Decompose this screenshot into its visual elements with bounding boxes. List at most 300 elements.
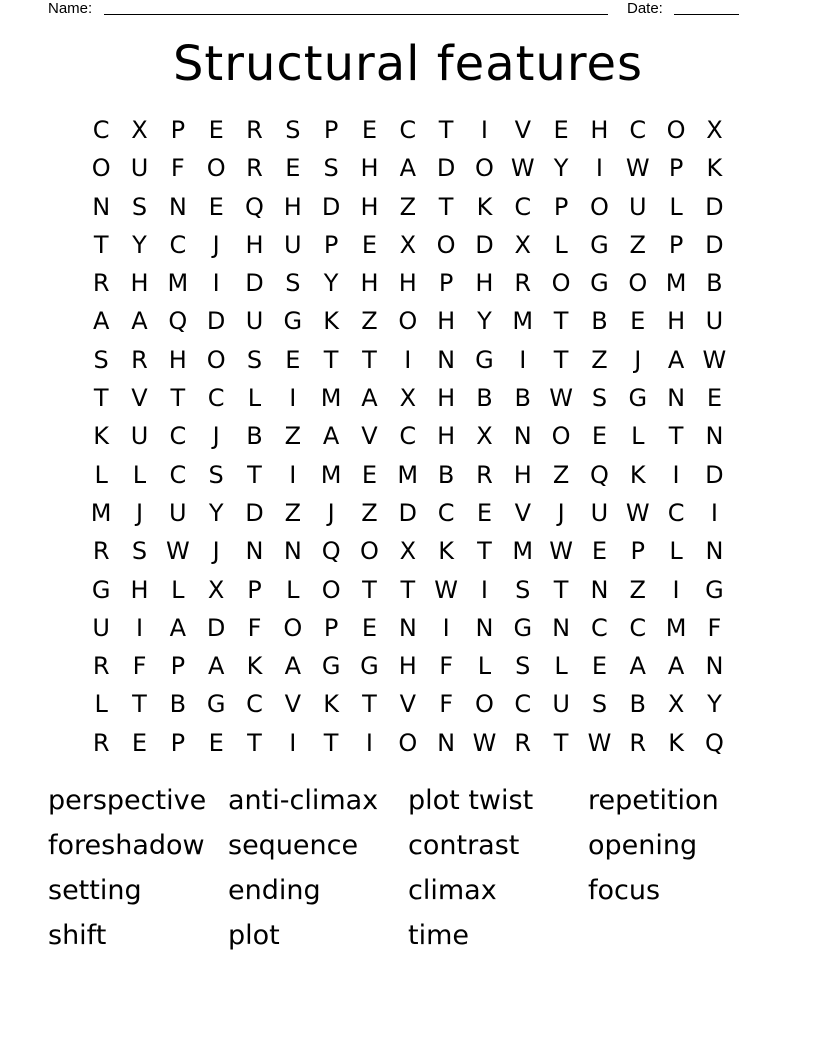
grid-letter: G	[321, 652, 341, 681]
grid-letter: K	[476, 192, 493, 221]
word-bank-item: perspective	[48, 785, 207, 816]
grid-letter: J	[557, 498, 565, 527]
grid-letter: P	[170, 728, 186, 757]
grid-letter: U	[169, 498, 187, 527]
grid-letter: L	[247, 384, 262, 413]
grid-letter: Q	[168, 307, 188, 336]
grid-letter: K	[706, 154, 723, 183]
grid-letter: E	[208, 728, 224, 757]
name-field-line[interactable]	[104, 14, 608, 15]
grid-letter: P	[668, 154, 684, 183]
grid-letter: T	[247, 460, 262, 489]
grid-letter: A	[667, 652, 685, 681]
grid-letter: E	[131, 728, 148, 757]
grid-letter: F	[439, 652, 454, 681]
grid-letter: Z	[591, 345, 608, 374]
grid-letter: A	[322, 422, 340, 451]
grid-letter: P	[630, 537, 645, 566]
grid-letter: F	[247, 613, 262, 642]
grid-letter: Y	[477, 307, 492, 336]
grid-letter: M	[512, 307, 534, 336]
grid-letter: G	[475, 345, 494, 374]
word-bank-item: climax	[408, 875, 497, 906]
grid-letter: R	[514, 269, 532, 298]
grid-letter: C	[667, 498, 685, 527]
grid-letter: X	[131, 116, 148, 144]
grid-letter: G	[91, 575, 111, 604]
grid-letter: E	[361, 116, 378, 144]
grid-letter: Q	[321, 537, 341, 566]
grid-row	[82, 685, 734, 723]
grid-letter: D	[705, 460, 724, 489]
grid-letter: G	[705, 575, 724, 604]
grid-letter: H	[360, 269, 379, 298]
word-bank-item: plot twist	[408, 785, 534, 816]
grid-letter: H	[360, 192, 379, 221]
grid-letter: T	[323, 345, 339, 374]
grid-letter: L	[132, 460, 147, 489]
grid-letter: I	[365, 728, 373, 757]
grid-letter: L	[669, 192, 683, 221]
grid-letter: O	[666, 116, 686, 144]
grid-letter: H	[283, 192, 302, 221]
grid-letter: H	[130, 575, 149, 604]
grid-letter: X	[667, 690, 685, 719]
grid-letter: D	[398, 498, 418, 527]
grid-letter: X	[706, 116, 723, 144]
grid-letter: R	[92, 728, 110, 757]
grid-letter: H	[667, 307, 686, 336]
grid-letter: R	[131, 345, 148, 374]
grid-letter: M	[167, 269, 189, 298]
grid-letter: G	[206, 690, 226, 719]
grid-letter: N	[475, 613, 494, 642]
grid-letter: V	[131, 384, 148, 413]
grid-letter: H	[437, 422, 456, 451]
grid-letter: G	[590, 269, 609, 298]
grid-letter: Z	[284, 498, 302, 527]
grid-letter: R	[92, 269, 110, 298]
grid-letter: O	[551, 422, 571, 451]
grid-letter: N	[705, 537, 724, 566]
grid-letter: P	[170, 652, 186, 681]
grid-letter: M	[90, 498, 112, 527]
grid-letter: D	[321, 192, 341, 221]
grid-letter: G	[360, 652, 379, 681]
grid-letter: G	[283, 307, 303, 336]
grid-letter: C	[399, 116, 417, 144]
grid-letter: M	[320, 460, 342, 489]
grid-letter: C	[514, 690, 532, 719]
grid-letter: I	[595, 154, 603, 183]
grid-letter: T	[438, 116, 454, 144]
name-label: Name:	[48, 0, 93, 17]
word-bank-item: anti-climax	[228, 785, 379, 816]
grid-letter: K	[438, 537, 454, 566]
grid-letter: O	[436, 230, 456, 259]
grid-letter: P	[323, 230, 339, 259]
grid-letter: U	[590, 498, 609, 527]
word-bank-item: sequence	[228, 830, 359, 861]
grid-letter: R	[476, 460, 493, 489]
grid-letter: P	[553, 192, 569, 221]
grid-letter: H	[398, 269, 417, 298]
grid-letter: Z	[552, 460, 570, 489]
grid-letter: S	[515, 652, 531, 681]
grid-letter: E	[361, 230, 378, 259]
grid-letter: X	[399, 384, 417, 413]
grid-letter: P	[323, 613, 339, 642]
grid-letter: W	[510, 154, 535, 183]
grid-letter: O	[283, 613, 303, 642]
grid-letter: B	[437, 460, 455, 489]
grid-letter: F	[132, 652, 147, 681]
grid-letter: A	[284, 652, 302, 681]
grid-letter: D	[436, 154, 456, 183]
word-bank-item: focus	[588, 875, 661, 906]
grid-letter: E	[591, 537, 608, 566]
grid-letter: A	[92, 307, 110, 336]
grid-letter: T	[553, 728, 569, 757]
grid-letter: Y	[208, 498, 224, 527]
grid-letter: P	[438, 269, 454, 298]
grid-letter: E	[706, 384, 722, 413]
grid-letter: T	[477, 537, 492, 566]
grid-letter: Q	[245, 192, 264, 221]
grid-letter: I	[672, 575, 680, 604]
grid-letter: F	[170, 154, 185, 183]
word-bank-item: foreshadow	[48, 830, 205, 861]
grid-row	[82, 724, 734, 762]
grid-letter: C	[591, 613, 608, 642]
grid-letter: T	[93, 384, 109, 413]
word-bank	[48, 778, 788, 958]
grid-letter: T	[553, 575, 569, 604]
grid-letter: K	[323, 690, 339, 719]
grid-letter: M	[512, 537, 534, 566]
grid-letter: N	[667, 384, 686, 413]
grid-letter: N	[245, 537, 264, 566]
grid-letter: S	[323, 154, 339, 183]
grid-letter: H	[398, 652, 417, 681]
grid-letter: N	[92, 192, 111, 221]
grid-letter: T	[553, 307, 569, 336]
grid-letter: F	[439, 690, 454, 719]
grid-letter: S	[591, 690, 608, 719]
grid-letter: T	[362, 690, 377, 719]
grid-letter: K	[93, 422, 110, 451]
grid-row	[82, 532, 734, 570]
grid-letter: L	[286, 575, 300, 604]
grid-letter: J	[327, 498, 335, 527]
grid-letter: S	[131, 192, 148, 221]
grid-letter: U	[130, 422, 149, 451]
grid-letter: V	[514, 498, 531, 527]
grid-letter: M	[397, 460, 419, 489]
grid-letter: E	[630, 307, 646, 336]
word-bank-item: shift	[48, 920, 107, 951]
grid-letter: I	[289, 460, 297, 489]
grid-letter: J	[212, 230, 220, 259]
grid-letter: O	[398, 728, 418, 757]
grid-letter: I	[480, 116, 488, 144]
grid-letter: K	[629, 460, 646, 489]
grid-letter: E	[591, 652, 608, 681]
grid-letter: S	[285, 116, 301, 144]
grid-letter: T	[323, 728, 339, 757]
grid-letter: P	[323, 116, 339, 144]
grid-letter: D	[475, 230, 494, 259]
grid-letter: O	[206, 345, 226, 374]
grid-letter: K	[323, 307, 339, 336]
word-bank-item: repetition	[588, 785, 719, 816]
grid-letter: E	[285, 154, 301, 183]
grid-letter: D	[705, 230, 724, 259]
grid-row	[82, 188, 734, 226]
grid-letter: V	[514, 116, 531, 144]
grid-letter: W	[165, 537, 190, 566]
grid-letter: I	[672, 460, 680, 489]
grid-letter: H	[168, 345, 187, 374]
grid-letter: D	[245, 269, 264, 298]
grid-letter: J	[212, 537, 220, 566]
grid-letter: T	[93, 230, 109, 259]
date-field-line[interactable]	[674, 14, 739, 15]
grid-letter: A	[629, 652, 646, 681]
grid-letter: B	[629, 690, 646, 719]
grid-letter: X	[399, 230, 417, 259]
grid-letter: E	[361, 460, 378, 489]
grid-letter: D	[245, 498, 264, 527]
grid-letter: L	[669, 537, 683, 566]
grid-letter: A	[207, 652, 225, 681]
grid-letter: N	[168, 192, 187, 221]
grid-letter: M	[665, 269, 687, 298]
grid-letter: M	[320, 384, 342, 413]
grid-letter: C	[629, 613, 647, 642]
grid-letter: O	[475, 154, 494, 183]
grid-letter: J	[634, 345, 642, 374]
grid-letter: O	[91, 154, 111, 183]
grid-letter: K	[668, 728, 684, 757]
grid-letter: Z	[361, 498, 378, 527]
grid-letter: B	[591, 307, 608, 336]
grid-letter: X	[399, 537, 417, 566]
grid-letter: E	[591, 422, 608, 451]
grid-letter: A	[667, 345, 685, 374]
grid-letter: I	[710, 498, 718, 527]
grid-letter: O	[589, 192, 609, 221]
grid-letter: I	[289, 384, 297, 413]
grid-letter: V	[399, 690, 416, 719]
grid-letter: X	[514, 230, 531, 259]
worksheet-header	[0, 0, 816, 24]
grid-row	[82, 111, 734, 149]
grid-letter: Z	[284, 422, 302, 451]
grid-letter: O	[206, 154, 226, 183]
grid-row	[82, 456, 734, 494]
grid-letter: U	[705, 307, 724, 336]
grid-letter: L	[171, 575, 185, 604]
grid-letter: G	[513, 613, 533, 642]
grid-letter: C	[169, 422, 187, 451]
grid-letter: U	[245, 307, 264, 336]
grid-letter: U	[130, 154, 149, 183]
grid-row	[82, 609, 734, 647]
grid-letter: O	[551, 269, 571, 298]
grid-letter: R	[629, 728, 647, 757]
grid-row	[82, 379, 734, 417]
grid-letter: O	[475, 690, 494, 719]
grid-letter: T	[668, 422, 684, 451]
grid-letter: Y	[323, 269, 339, 298]
grid-letter: T	[438, 192, 454, 221]
grid-letter: L	[554, 230, 568, 259]
grid-row	[82, 264, 734, 302]
grid-letter: W	[434, 575, 458, 604]
grid-letter: L	[631, 422, 645, 451]
grid-letter: N	[513, 422, 532, 451]
grid-letter: B	[246, 422, 263, 451]
grid-row	[82, 302, 734, 340]
grid-letter: D	[206, 307, 226, 336]
grid-letter: I	[212, 269, 220, 298]
grid-letter: G	[590, 230, 609, 259]
page-title: Structural features	[172, 36, 644, 92]
grid-letter: N	[590, 575, 609, 604]
grid-letter: Y	[132, 230, 147, 259]
grid-letter: A	[131, 307, 148, 336]
grid-letter: U	[552, 690, 570, 719]
grid-letter: E	[208, 116, 224, 144]
grid-letter: H	[437, 384, 456, 413]
grid-letter: H	[245, 230, 264, 259]
grid-letter: E	[553, 116, 569, 144]
grid-letter: B	[514, 384, 531, 413]
word-bank-item: setting	[48, 875, 142, 906]
grid-letter: L	[94, 460, 108, 489]
word-bank-item: time	[408, 920, 470, 951]
grid-letter: O	[321, 575, 341, 604]
grid-letter: F	[707, 613, 722, 642]
grid-letter: H	[130, 269, 149, 298]
grid-letter: H	[513, 460, 532, 489]
grid-letter: E	[361, 613, 378, 642]
grid-letter: C	[207, 384, 225, 413]
grid-letter: T	[170, 384, 186, 413]
grid-letter: S	[208, 460, 224, 489]
grid-letter: A	[361, 384, 378, 413]
grid-letter: A	[399, 154, 416, 183]
grid-letter: C	[169, 230, 187, 259]
grid-letter: D	[705, 192, 724, 221]
grid-letter: G	[628, 384, 648, 413]
grid-letter: O	[398, 307, 418, 336]
grid-letter: C	[514, 192, 532, 221]
grid-letter: L	[554, 652, 568, 681]
grid-letter: I	[135, 613, 144, 642]
grid-letter: N	[283, 537, 302, 566]
grid-letter: H	[437, 307, 456, 336]
grid-letter: J	[135, 498, 144, 527]
grid-letter: H	[590, 116, 609, 144]
grid-letter: I	[404, 345, 412, 374]
grid-row	[82, 571, 734, 609]
grid-letter: Z	[629, 230, 646, 259]
grid-letter: C	[437, 498, 455, 527]
grid-letter: O	[360, 537, 379, 566]
grid-letter: Z	[399, 192, 417, 221]
grid-letter: H	[360, 154, 379, 183]
letter-grid	[82, 111, 734, 766]
grid-letter: D	[206, 613, 226, 642]
grid-letter: B	[169, 690, 187, 719]
word-bank-item: plot	[228, 920, 280, 951]
grid-letter: W	[625, 154, 650, 183]
grid-letter: W	[549, 384, 573, 413]
grid-letter: M	[665, 613, 687, 642]
grid-letter: S	[515, 575, 531, 604]
grid-letter: S	[591, 384, 608, 413]
grid-letter: I	[519, 345, 527, 374]
grid-letter: V	[361, 422, 378, 451]
grid-letter: X	[476, 422, 493, 451]
grid-letter: I	[289, 728, 297, 757]
grid-letter: S	[93, 345, 109, 374]
grid-letter: T	[400, 575, 416, 604]
grid-letter: I	[442, 613, 450, 642]
grid-letter: Y	[553, 154, 569, 183]
grid-row	[82, 226, 734, 264]
grid-letter: J	[212, 422, 220, 451]
grid-letter: T	[362, 345, 377, 374]
grid-letter: I	[480, 575, 488, 604]
grid-letter: W	[472, 728, 497, 757]
grid-letter: P	[668, 230, 684, 259]
grid-letter: Q	[589, 460, 609, 489]
grid-letter: P	[170, 116, 186, 144]
grid-row	[82, 494, 734, 532]
grid-letter: N	[437, 345, 456, 374]
grid-row	[82, 647, 734, 685]
word-bank-item: contrast	[408, 830, 520, 861]
grid-letter: L	[94, 690, 108, 719]
grid-letter: R	[92, 652, 110, 681]
grid-letter: B	[706, 269, 723, 298]
grid-letter: S	[285, 269, 301, 298]
grid-letter: E	[476, 498, 493, 527]
grid-letter: Y	[707, 690, 722, 719]
grid-letter: S	[131, 537, 148, 566]
grid-letter: A	[169, 613, 187, 642]
grid-letter: W	[625, 498, 650, 527]
grid-letter: E	[285, 345, 301, 374]
grid-letter: W	[702, 345, 727, 374]
date-label: Date:	[627, 0, 663, 17]
grid-letter: C	[246, 690, 263, 719]
word-bank-item: opening	[588, 830, 698, 861]
grid-letter: T	[132, 690, 147, 719]
grid-letter: T	[362, 575, 377, 604]
grid-row	[82, 417, 734, 455]
grid-letter: K	[246, 652, 263, 681]
grid-letter: N	[705, 652, 724, 681]
grid-letter: C	[629, 116, 647, 144]
grid-letter: U	[628, 192, 647, 221]
grid-letter: P	[247, 575, 262, 604]
grid-letter: S	[246, 345, 263, 374]
grid-letter: R	[514, 728, 532, 757]
